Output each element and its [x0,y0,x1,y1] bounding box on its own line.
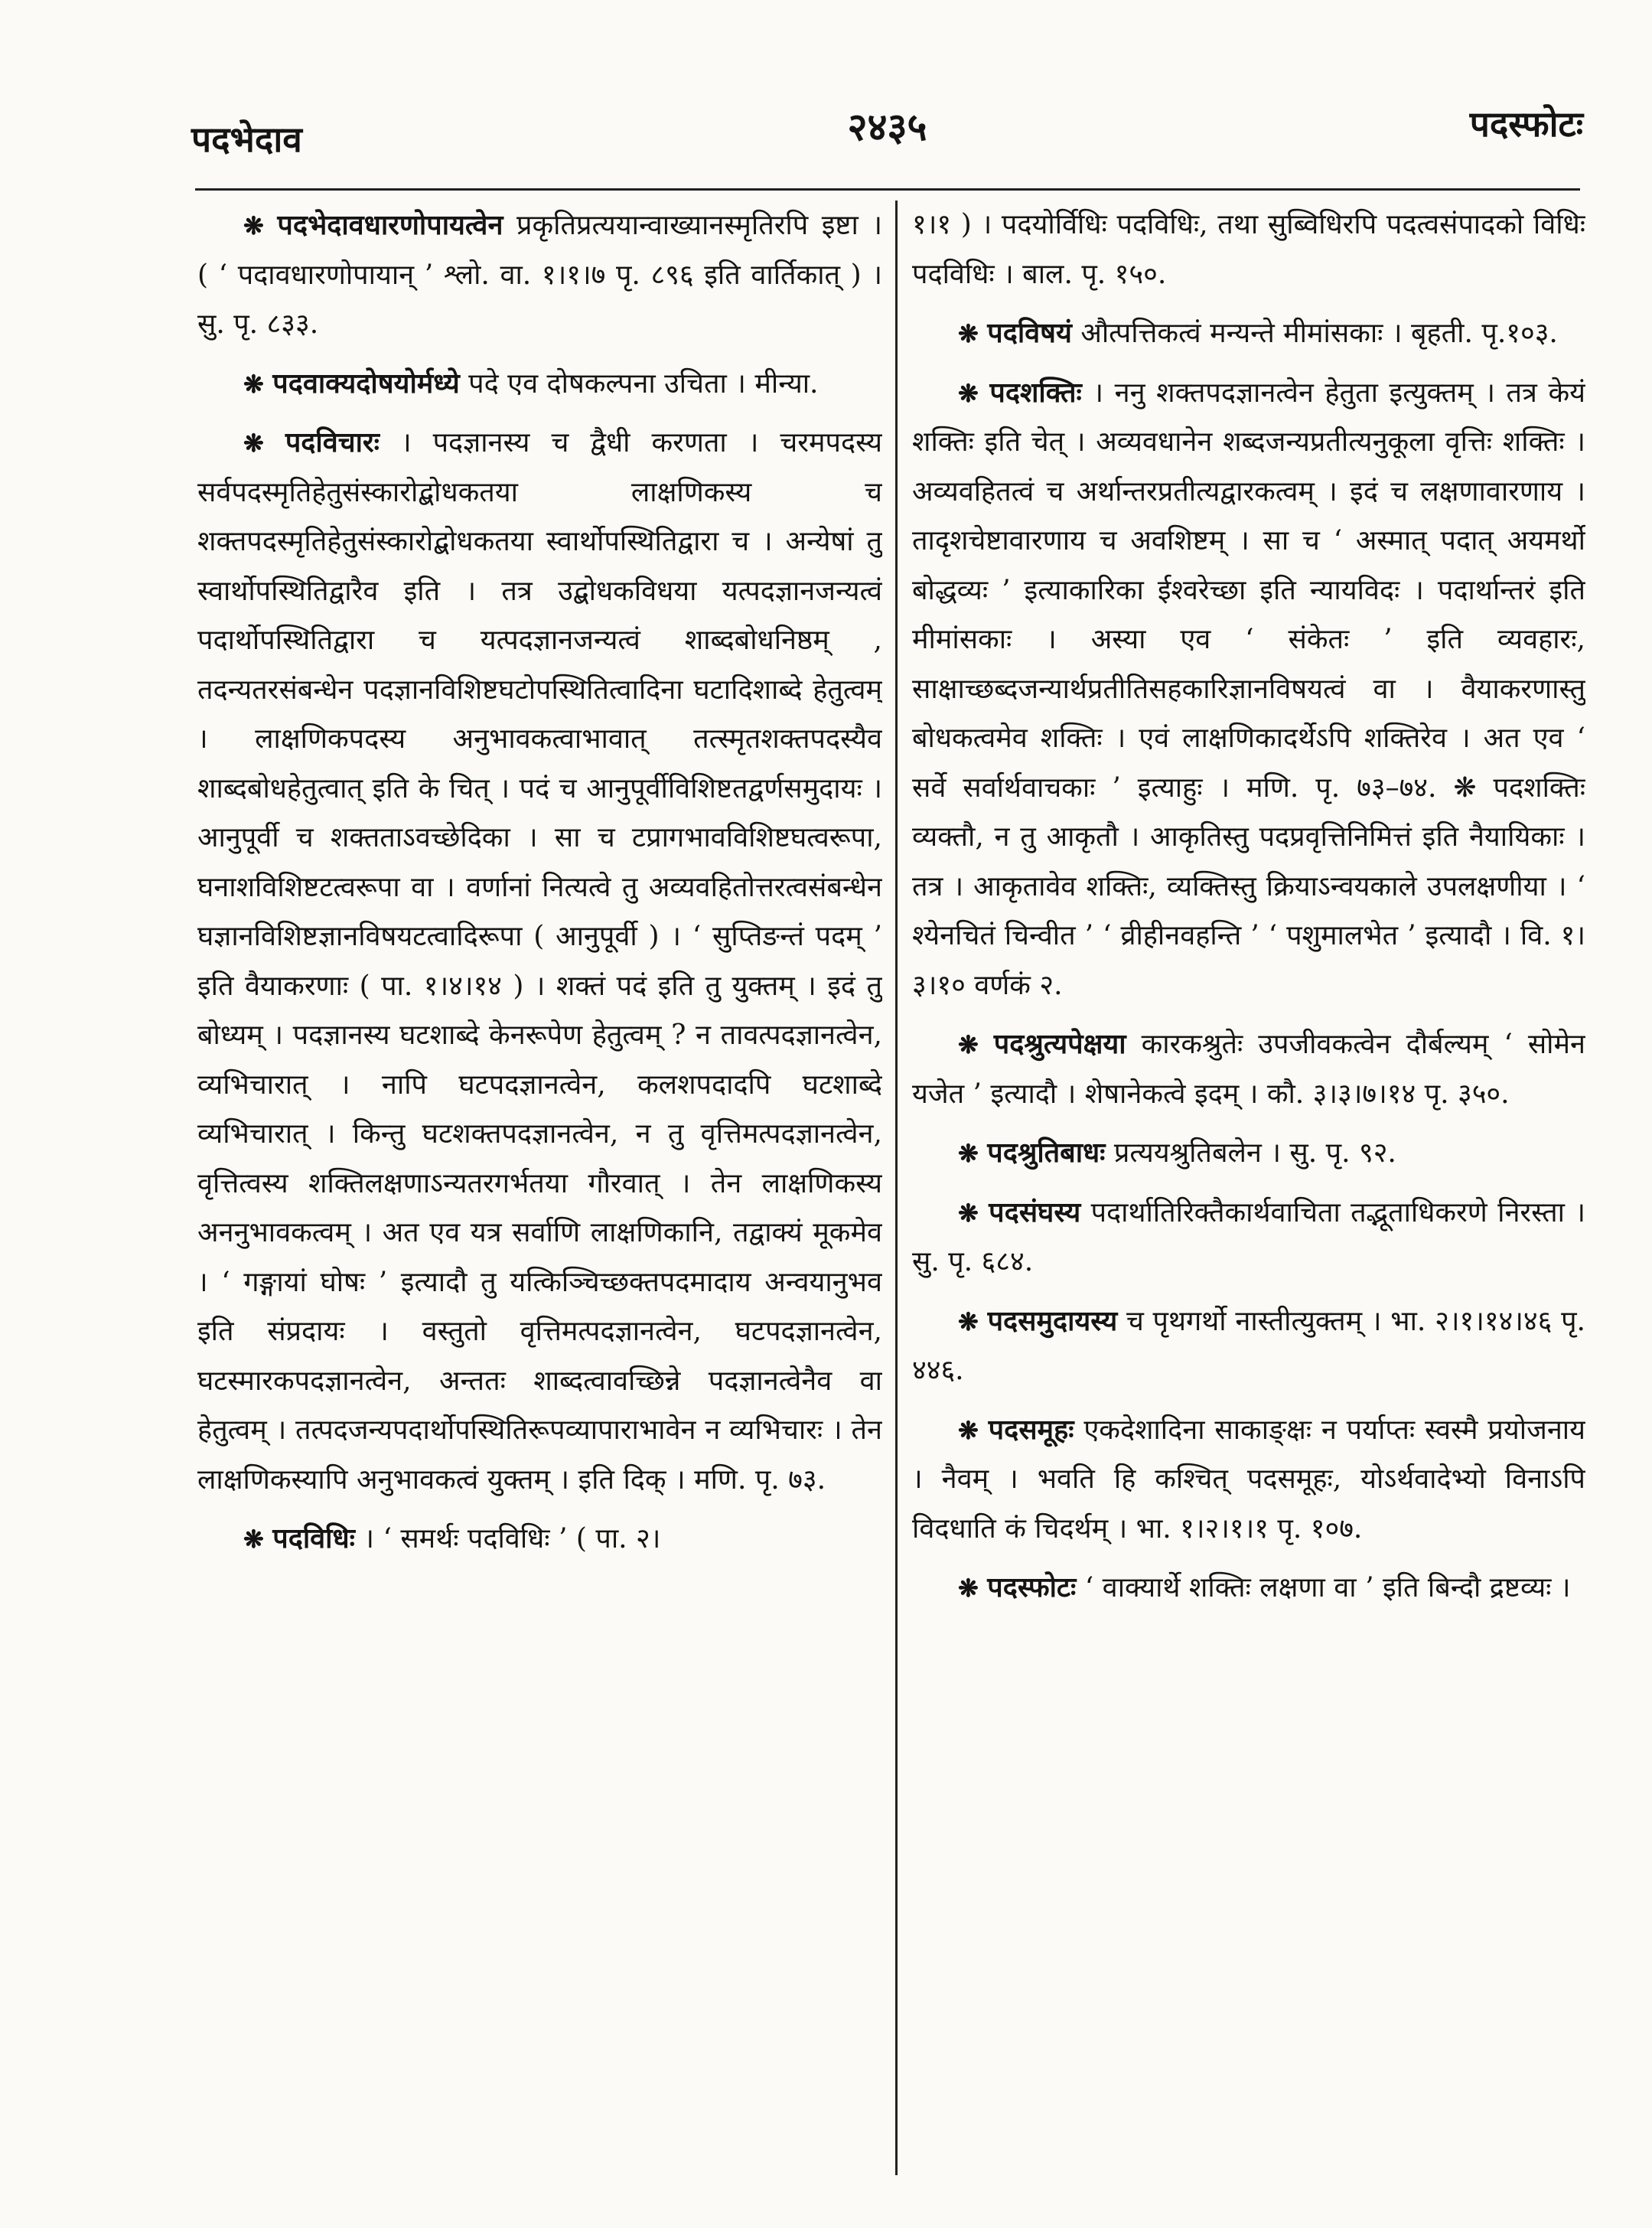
entry-headword: पदशक्तिः [989,376,1082,409]
running-head [191,99,1583,168]
entry-text: कारकश्रुतेः उपजीवकत्वेन दौर्बल्यम् ‘ सोमेन यजेत ’ इत्यादौ । शेषानेकत्वे इदम् । कौ. ३।३।७।१४ पृ. ३५०. [912,1029,1585,1110]
entry [912,1405,1585,1554]
entry [912,368,1585,1011]
entry-headword: पदविधिः [272,1522,355,1554]
header-right-guide-word: पदस्फोटः [1469,103,1583,145]
entry-text: पदार्थातिरिक्तैकार्थवाचिता तद्भूताधिकरणे निरस्ता । सु. पृ. ६८४. [912,1196,1585,1277]
star-icon: ❋ [958,1198,979,1228]
header-left-guide-word: पदभेदाव [191,119,302,160]
entry-headword: पदभेदावधारणोपायत्वेन [277,209,503,241]
entry-text: । ननु शक्तपदज्ञानत्वेन हेतुता इत्युक्तम् । तत्र केयं शक्तिः इति चेत् । अव्यवधानेन शब्दजन्यप्रतीत्यनुकूला वृत्तिः शक्तिः । अव्यवहितत्वं च अर्थान्तरप्रतीत्यद्वारकत्वम् । इदं च लक्षणावारणाय । तादृशचेष्टावारणाय च अवशिष्टम् । सा च ‘ अस्मात् पदात् अयमर्थो बोद्धव्यः ’ इत्याकारिका ईश्वरेच्छा इति न्यायविदः । पदार्थान्तरं इति मीमांसकाः । अस्या एव ‘ संकेतः ’ इति व्यवहारः, साक्षाच्छब्दजन्यार्थप्रतीतिसहकारिज्ञानविषयत्वं वा । वैयाकरणास्तु बोधकत्वमेव शक्तिः । एवं लाक्षणिकादर्थेऽपि शक्तिरेव । अत एव ‘ सर्वे सर्वार्थवाचकाः ’ इत्याहुः । मणि. पृ. ७३–७४. ❋ पदशक्तिः व्यक्तौ, न तु आकृतौ । आकृतिस्तु पदप्रवृत्तिनिमित्तं इति नैयायिकाः । तत्र । आकृतावेव शक्तिः, व्यक्तिस्तु क्रियाऽन्वयकाले उपलक्षणीया । ‘ श्येनचितं चिन्वीत ’ ‘ व्रीहीनवहन्ति ’ ‘ पशुमालभेत ’ इत्यादौ । वि. १।३।१० वर्णकं २. [912,377,1585,1001]
star-icon: ❋ [958,1574,979,1603]
entry-headword: पदश्रुत्यपेक्षया [993,1028,1126,1060]
entry [912,1188,1585,1287]
entry-text: प्रकृतिप्रत्ययान्वाख्यानस्मृतिरपि इष्टा । ( ‘ पदावधारणोपायान् ’ श्लो. वा. १।१।७ पृ. ८९६ इति वार्तिकात् ) । सु. पृ. ८३३. [197,210,882,340]
entry-text: । ‘ समर्थः पदविधिः ’ ( पा. २। [363,1523,661,1554]
entry-continuation [912,201,1585,299]
entry-headword: पदश्रुतिबाधः [987,1137,1106,1169]
entry [197,359,882,409]
entry [197,201,882,350]
entry-text: पदे एव दोषकल्पना उचिता । मीन्या. [468,367,819,400]
star-icon: ❋ [958,1139,979,1168]
star-icon: ❋ [958,378,979,408]
entry [912,308,1585,359]
entry-headword: पदविषयं [987,317,1072,349]
entry-text: च पृथगर्थो नास्तीत्युक्तम् । भा. २।१।१४।४६ पृ. ४४६. [912,1305,1585,1386]
entry-text: । पदज्ञानस्य च द्वैधी करणता । चरमपदस्य सर्वपदस्मृतिहेतुसंस्कारोद्बोधकतया लाक्षणिकस्य च शक्तपदस्मृतिहेतुसंस्कारोद्बोधकतया स्वार्थोपस्थितिद्वारा च । अन्येषां तु स्वार्थोपस्थितिद्वारैव इति । तत्र उद्बोधकविधया यत्पदज्ञानजन्यत्वं पदार्थोपस्थितिद्वारा च यत्पदज्ञानजन्यत्वं शाब्दबोधनिष्ठम् , तदन्यतरसंबन्धेन पदज्ञानविशिष्टघटोपस्थितित्वादिना घटादिशाब्दे हेतुत्वम् । लाक्षणिकपदस्य अनुभावकत्वाभावात् तत्स्मृतशक्तपदस्यैव शाब्दबोधहेतुत्वात् इति के चित् । पदं च आनुपूर्वीविशिष्टतद्वर्णसमुदायः । आनुपूर्वी च शक्तताऽवच्छेदिका । सा च टप्रागभावविशिष्टघत्वरूपा, घनाशविशिष्टटत्वरूपा वा । वर्णानां नित्यत्वे तु अव्यवहितोत्तरत्वसंबन्धेन घज्ञानविशिष्टज्ञानविषयटत्वादिरूपा ( आनुपूर्वी ) । ‘ सुप्तिङन्तं पदम् ’ इति वैयाकरणाः ( पा. १।४।१४ ) । शक्तं पदं इति तु युक्तम् । इदं तु बोध्यम् । पदज्ञानस्य घटशाब्दे केनरूपेण हेतुत्वम् ? न तावत्पदज्ञानत्वेन, व्यभिचारात् । नापि घटपदज्ञानत्वेन, कलशपदादपि घटशाब्दे व्यभिचारात् । किन्तु घटशक्तपदज्ञानत्वेन, न तु वृत्तिमत्पदज्ञानत्वेन, वृत्तित्वस्य शक्तिलक्षणाऽन्यतरगर्भतया गौरवात् । तेन लाक्षणिकस्य अननुभावकत्वम् । अत एव यत्र सर्वाणि लाक्षणिकानि, तद्वाक्यं मूकमेव । ‘ गङ्गायां घोषः ’ इत्यादौ तु यत्किञ्चिच्छक्तपदमादाय अन्वयानुभव इति संप्रदायः । वस्तुतो वृत्तिमत्पदज्ञानत्वेन, घटपदज्ञानत्वेन, घटस्मारकपदज्ञानत्वेन, अन्ततः शाब्दत्वावच्छिन्ने पदज्ञानत्वेनैव वा हेतुत्वम् । तत्पदजन्यपदार्थोपस्थितिरूपव्यापाराभावेन न व्यभिचारः । तेन लाक्षणिकस्यापि अनुभावकत्वं युक्तम् । इति दिक् । मणि. पृ. ७३. [197,427,882,1496]
entry [197,1514,882,1564]
entry-headword: पदसमूहः [988,1413,1074,1446]
star-icon: ❋ [243,429,264,458]
header-rule [195,188,1580,191]
entry-headword: पदस्फोटः [987,1571,1077,1603]
entry [912,1563,1585,1613]
star-icon: ❋ [243,211,264,240]
entry-headword: पदविचारः [285,426,380,458]
star-icon: ❋ [958,1030,979,1059]
left-column [197,201,882,2175]
star-icon: ❋ [958,1415,979,1445]
entry [197,418,882,1505]
entry [912,1297,1585,1396]
entry-text: ‘ वाक्यार्थे शक्तिः लक्षणा वा ’ इति बिन्दौ द्रष्टव्यः । [1084,1572,1571,1603]
right-column [912,201,1585,2175]
star-icon: ❋ [243,369,264,399]
entry-headword: पदसमुदायस्य [987,1304,1118,1337]
column-divider [895,201,898,2175]
entry-text: औत्पत्तिकत्वं मन्यन्ते मीमांसकाः । बृहती. पृ.१०३. [1080,318,1558,349]
entry-text: एकदेशादिना साकाङ्क्षः न पर्याप्तः स्वस्मै प्रयोजनाय । नैवम् । भवति हि कश्चित् पदसमूहः, योऽर्थवादेभ्यो विनाऽपि विदधाति कं चिदर्थम् । भा. १।२।१।१ पृ. १०७. [912,1414,1585,1545]
star-icon: ❋ [958,319,979,348]
entry-text: १।१ ) । पदयोर्विधिः पदविधिः, तथा सुब्विधिरपि पदत्वसंपादको विधिः पदविधिः । बाल. पृ. १५०. [912,209,1585,290]
page-number: २४३५ [847,104,927,149]
entry [912,1019,1585,1119]
star-icon: ❋ [958,1306,979,1336]
entry [912,1128,1585,1179]
entry-headword: पदसंघस्य [989,1196,1081,1228]
entry-headword: पदवाक्यदोषयोर्मध्ये [272,367,460,400]
star-icon: ❋ [243,1525,264,1554]
entry-text: प्रत्ययश्रुतिबलेन । सु. पृ. ९२. [1113,1137,1396,1169]
